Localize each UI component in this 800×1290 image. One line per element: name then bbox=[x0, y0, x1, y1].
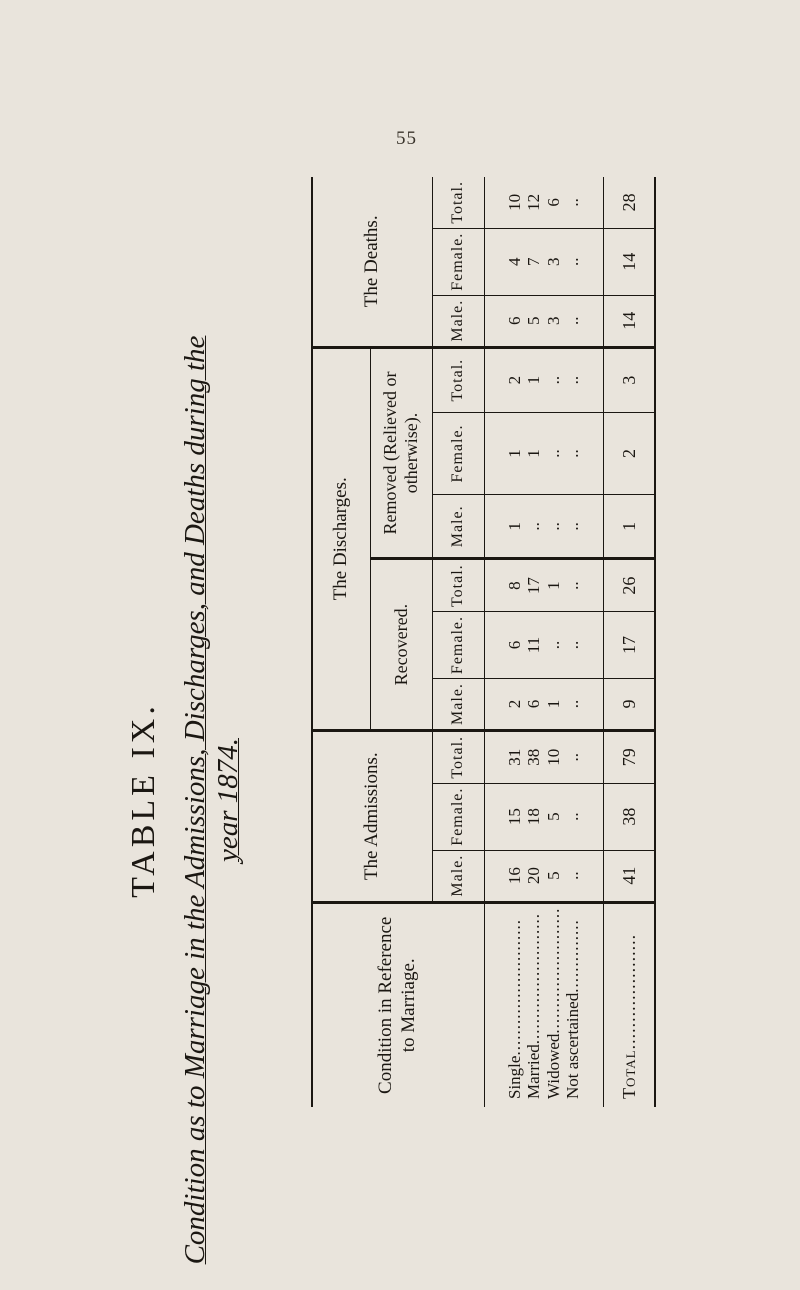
adm-male-cell: 16 20 5 .. bbox=[484, 850, 604, 902]
rem-male-cell: 1 .. .. .. bbox=[484, 495, 604, 559]
total-dth-female: 14 bbox=[604, 228, 656, 295]
rec-total-header: Total. bbox=[432, 559, 484, 612]
rec-male-header: Male. bbox=[432, 679, 484, 731]
table-title-block bbox=[70, 310, 280, 1290]
row-label-text: Married bbox=[524, 1044, 544, 1099]
rec-female-cell: 6 11 .. .. bbox=[484, 611, 604, 678]
table-title: TABLE IX. bbox=[125, 702, 162, 898]
leader-dots: .......................... bbox=[504, 919, 524, 1056]
discharges-header: The Discharges. bbox=[312, 347, 370, 730]
dth-male-header: Male. bbox=[432, 295, 484, 347]
dth-female-cell: 4 7 3 .. bbox=[484, 228, 604, 295]
rem-female-header: Female. bbox=[432, 412, 484, 495]
leader-dots: ......................... bbox=[524, 912, 544, 1045]
rem-male-header: Male. bbox=[432, 495, 484, 559]
row-label bbox=[484, 902, 604, 1107]
total-dth-total: 28 bbox=[604, 177, 656, 228]
adm-female-cell: 15 18 5 .. bbox=[484, 783, 604, 850]
rec-male-cell: 2 6 1 .. bbox=[484, 679, 604, 731]
admissions-header: The Admissions. bbox=[312, 730, 432, 902]
rec-total-cell: 8 17 1 .. bbox=[484, 559, 604, 612]
removed-header: Removed (Relieved or otherwise). bbox=[370, 347, 432, 559]
total-rem-total: 3 bbox=[604, 347, 656, 412]
total-rec-male: 9 bbox=[604, 679, 656, 731]
row-label-text: Single bbox=[504, 1055, 524, 1099]
total-rec-female: 17 bbox=[604, 611, 656, 678]
total-rec-total: 26 bbox=[604, 559, 656, 612]
total-rem-female: 2 bbox=[604, 412, 656, 495]
total-rem-male: 1 bbox=[604, 495, 656, 559]
table-subtitle: Condition as to Marriage in the Admissions, Discharges, and Deaths during the year 1874. bbox=[179, 335, 244, 1265]
total-adm-total: 79 bbox=[604, 730, 656, 783]
total-label: Total..................... bbox=[604, 902, 656, 1107]
dth-total-cell: 10 12 6 .. bbox=[484, 177, 604, 228]
rem-total-header: Total. bbox=[432, 347, 484, 412]
deaths-header: The Deaths. bbox=[312, 177, 432, 347]
dth-total-header: Total. bbox=[432, 177, 484, 228]
adm-female-header: Female. bbox=[432, 783, 484, 850]
dth-male-cell: 6 5 3 .. bbox=[484, 295, 604, 347]
table-row bbox=[484, 177, 604, 1107]
rec-female-header: Female. bbox=[432, 611, 484, 678]
rem-female-cell: 1 1 .. .. bbox=[484, 412, 604, 495]
rem-total-cell: 2 1 .. .. bbox=[484, 347, 604, 412]
row-label-text: Widowed bbox=[543, 1033, 563, 1099]
adm-total-header: Total. bbox=[432, 730, 484, 783]
total-adm-male: 41 bbox=[604, 850, 656, 902]
page-number: 55 bbox=[396, 128, 417, 149]
adm-total-cell: 31 38 10 .. bbox=[484, 730, 604, 783]
total-dth-male: 14 bbox=[604, 295, 656, 347]
leader-dots: .............. bbox=[563, 919, 583, 993]
total-row bbox=[604, 177, 656, 1107]
leader-dots: ........................ bbox=[543, 907, 563, 1034]
condition-header: Condition in Reference to Marriage. bbox=[375, 916, 420, 1094]
recovered-header: Recovered. bbox=[370, 559, 432, 731]
dth-female-header: Female. bbox=[432, 228, 484, 295]
adm-male-header: Male. bbox=[432, 850, 484, 902]
total-adm-female: 38 bbox=[604, 783, 656, 850]
marriage-condition-table bbox=[311, 177, 656, 1107]
row-label-text: Not ascertained bbox=[563, 992, 583, 1099]
